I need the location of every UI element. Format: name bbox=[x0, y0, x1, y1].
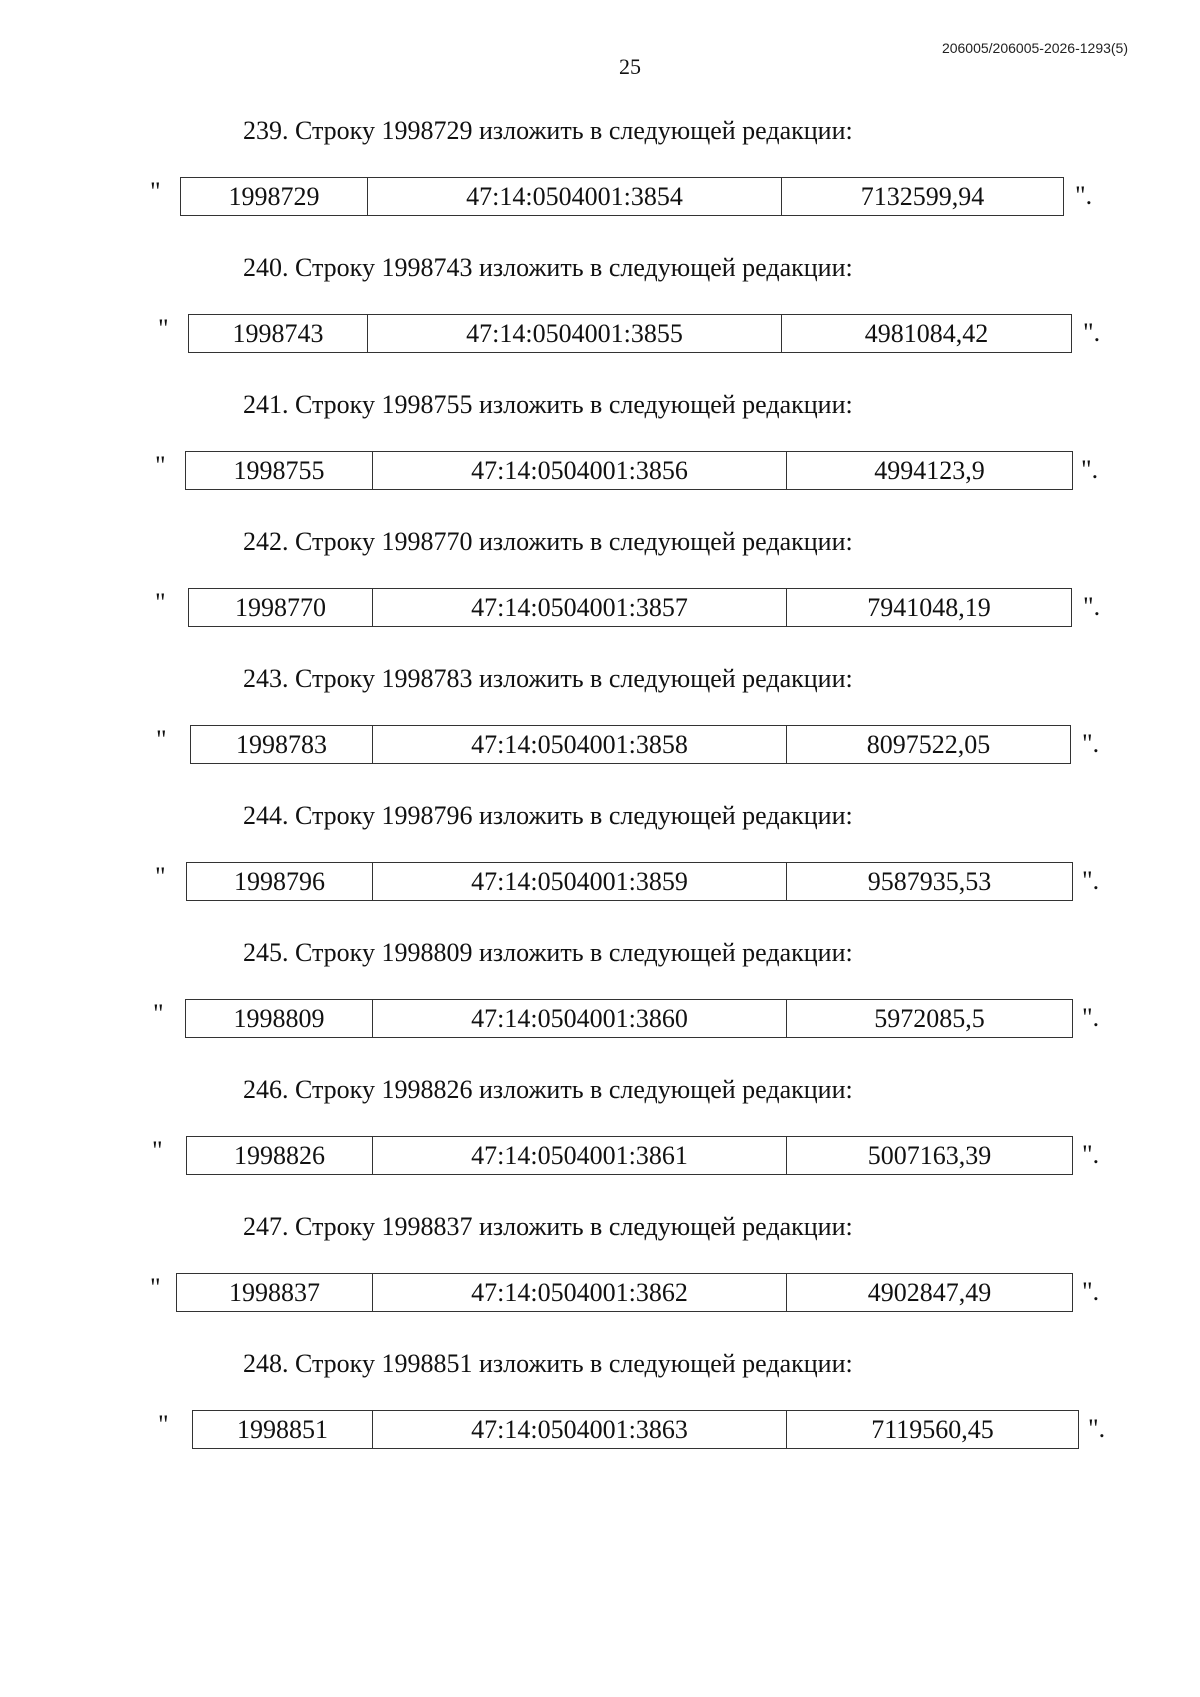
opening-quote: " bbox=[158, 314, 169, 343]
row-id-cell: 1998729 bbox=[181, 178, 368, 216]
value-cell: 4902847,49 bbox=[787, 1274, 1073, 1312]
document-id: 206005/206005-2026-1293(5) bbox=[941, 40, 1128, 56]
cadastral-number-cell: 47:14:0504001:3856 bbox=[373, 452, 787, 490]
cadastral-number-cell: 47:14:0504001:3854 bbox=[368, 178, 782, 216]
opening-quote: " bbox=[155, 451, 166, 480]
row-id-cell: 1998783 bbox=[191, 726, 373, 764]
closing-quote: ". bbox=[1082, 1277, 1100, 1306]
amendment-instruction: 243. Строку 1998783 изложить в следующей редакции: bbox=[243, 664, 853, 693]
cadastral-number-cell: 47:14:0504001:3858 bbox=[373, 726, 787, 764]
opening-quote: " bbox=[152, 1136, 163, 1165]
cadastral-number-cell: 47:14:0504001:3859 bbox=[373, 863, 787, 901]
row-id-cell: 1998755 bbox=[186, 452, 373, 490]
closing-quote: ". bbox=[1082, 866, 1100, 895]
row-id-cell: 1998796 bbox=[187, 863, 373, 901]
value-cell: 8097522,05 bbox=[787, 726, 1071, 764]
amended-row bbox=[0, 862, 1200, 902]
value-cell: 4981084,42 bbox=[782, 315, 1072, 353]
amendment-entry bbox=[0, 664, 1200, 794]
opening-quote: " bbox=[155, 588, 166, 617]
amendment-entry bbox=[0, 390, 1200, 520]
value-cell: 9587935,53 bbox=[787, 863, 1073, 901]
opening-quote: " bbox=[156, 725, 167, 754]
closing-quote: ". bbox=[1081, 455, 1099, 484]
opening-quote: " bbox=[150, 177, 161, 206]
value-cell: 5007163,39 bbox=[787, 1137, 1073, 1175]
amended-row bbox=[0, 725, 1200, 765]
amendment-entry bbox=[0, 116, 1200, 246]
row-id-cell: 1998770 bbox=[189, 589, 373, 627]
amendment-entry bbox=[0, 1212, 1200, 1342]
amendment-instruction: 247. Строку 1998837 изложить в следующей редакции: bbox=[243, 1212, 853, 1241]
closing-quote: ". bbox=[1082, 1003, 1100, 1032]
row-id-cell: 1998809 bbox=[186, 1000, 373, 1038]
opening-quote: " bbox=[158, 1410, 169, 1439]
cadastral-number-cell: 47:14:0504001:3857 bbox=[373, 589, 787, 627]
amendment-instruction: 239. Строку 1998729 изложить в следующей редакции: bbox=[243, 116, 853, 145]
amended-row bbox=[0, 177, 1200, 217]
page-number: 25 bbox=[619, 54, 641, 79]
amended-row bbox=[0, 999, 1200, 1039]
row-table bbox=[188, 588, 1072, 627]
amended-row bbox=[0, 1136, 1200, 1176]
opening-quote: " bbox=[155, 862, 166, 891]
row-id-cell: 1998743 bbox=[189, 315, 368, 353]
row-table bbox=[180, 177, 1064, 216]
cadastral-number-cell: 47:14:0504001:3863 bbox=[373, 1411, 787, 1449]
row-table bbox=[185, 999, 1073, 1038]
closing-quote: ". bbox=[1088, 1414, 1106, 1443]
amendment-entry bbox=[0, 527, 1200, 657]
amendment-entry bbox=[0, 801, 1200, 931]
value-cell: 4994123,9 bbox=[787, 452, 1073, 490]
row-table bbox=[186, 1136, 1073, 1175]
amendment-entry bbox=[0, 1075, 1200, 1205]
row-table bbox=[190, 725, 1071, 764]
row-table bbox=[176, 1273, 1073, 1312]
opening-quote: " bbox=[150, 1273, 161, 1302]
cadastral-number-cell: 47:14:0504001:3855 bbox=[368, 315, 782, 353]
amended-row bbox=[0, 1273, 1200, 1313]
value-cell: 7941048,19 bbox=[787, 589, 1072, 627]
amendment-instruction: 244. Строку 1998796 изложить в следующей редакции: bbox=[243, 801, 853, 830]
value-cell: 5972085,5 bbox=[787, 1000, 1073, 1038]
amendment-entry bbox=[0, 1349, 1200, 1479]
row-id-cell: 1998837 bbox=[177, 1274, 373, 1312]
amendment-instruction: 240. Строку 1998743 изложить в следующей редакции: bbox=[243, 253, 853, 282]
closing-quote: ". bbox=[1082, 1140, 1100, 1169]
amendment-instruction: 246. Строку 1998826 изложить в следующей редакции: bbox=[243, 1075, 853, 1104]
amended-row bbox=[0, 588, 1200, 628]
amendment-entry bbox=[0, 938, 1200, 1068]
amendment-instruction: 245. Строку 1998809 изложить в следующей редакции: bbox=[243, 938, 853, 967]
row-table bbox=[188, 314, 1072, 353]
cadastral-number-cell: 47:14:0504001:3861 bbox=[373, 1137, 787, 1175]
value-cell: 7132599,94 bbox=[782, 178, 1064, 216]
amendment-instruction: 248. Строку 1998851 изложить в следующей редакции: bbox=[243, 1349, 853, 1378]
cadastral-number-cell: 47:14:0504001:3860 bbox=[373, 1000, 787, 1038]
row-table bbox=[186, 862, 1073, 901]
row-id-cell: 1998851 bbox=[193, 1411, 373, 1449]
amended-row bbox=[0, 1410, 1200, 1450]
amendment-instruction: 241. Строку 1998755 изложить в следующей редакции: bbox=[243, 390, 853, 419]
opening-quote: " bbox=[153, 999, 164, 1028]
closing-quote: ". bbox=[1083, 592, 1101, 621]
row-table bbox=[192, 1410, 1079, 1449]
closing-quote: ". bbox=[1075, 181, 1093, 210]
amendment-instruction: 242. Строку 1998770 изложить в следующей редакции: bbox=[243, 527, 853, 556]
value-cell: 7119560,45 bbox=[787, 1411, 1079, 1449]
cadastral-number-cell: 47:14:0504001:3862 bbox=[373, 1274, 787, 1312]
closing-quote: ". bbox=[1083, 318, 1101, 347]
closing-quote: ". bbox=[1082, 729, 1100, 758]
amended-row bbox=[0, 451, 1200, 491]
amendment-entry bbox=[0, 253, 1200, 383]
row-id-cell: 1998826 bbox=[187, 1137, 373, 1175]
amended-row bbox=[0, 314, 1200, 354]
row-table bbox=[185, 451, 1073, 490]
